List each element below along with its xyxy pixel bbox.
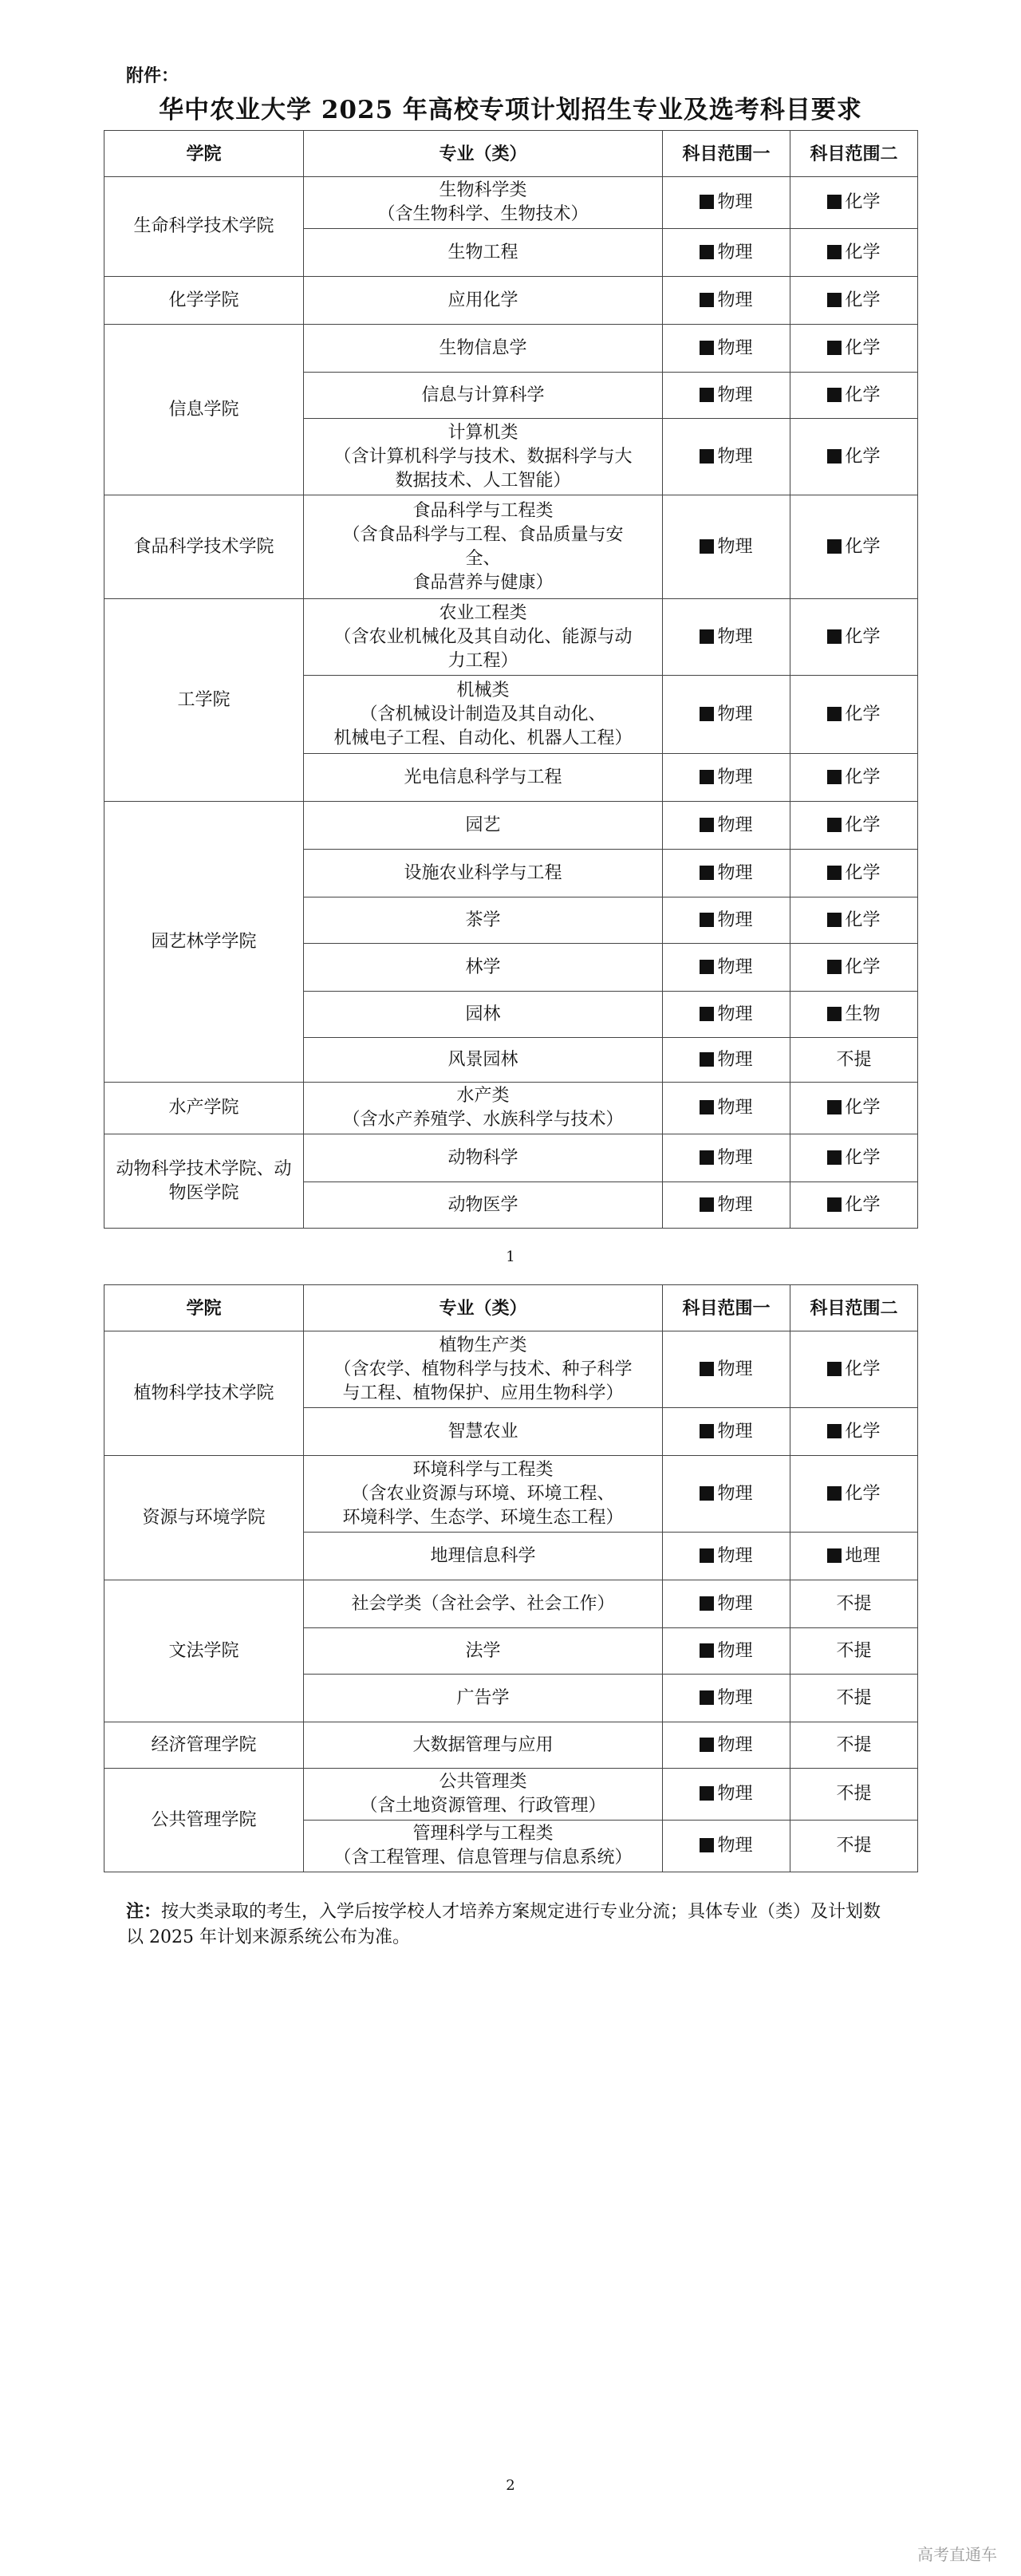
checkbox-filled-icon xyxy=(827,913,842,927)
major-line: 风景园林 xyxy=(447,1049,518,1070)
major-line: 管理科学与工程类 xyxy=(412,1824,554,1844)
checkbox-filled-icon xyxy=(700,1362,714,1376)
major-line: （含土地资源管理、行政管理） xyxy=(360,1796,606,1816)
subject-text: 化学 xyxy=(845,337,881,358)
table-row xyxy=(104,1769,918,1821)
subject-text: 物理 xyxy=(717,536,753,557)
major-cell xyxy=(304,1038,663,1083)
major-line: （含水产养殖学、水族科学与技术） xyxy=(342,1110,624,1130)
range2-cell xyxy=(790,1533,918,1580)
checkbox-filled-icon xyxy=(700,818,714,832)
checkbox-filled-icon xyxy=(827,195,842,209)
footnote-label: 注： xyxy=(126,1901,162,1922)
range2-cell xyxy=(790,944,918,992)
major-line: 生物工程 xyxy=(447,242,518,262)
major-line: 园艺 xyxy=(465,815,501,835)
subject-text: 物理 xyxy=(717,1687,753,1708)
major-cell xyxy=(304,944,663,992)
checkbox-filled-icon xyxy=(827,1150,842,1165)
range2-cell xyxy=(790,277,918,325)
checkbox-filled-icon xyxy=(700,449,714,464)
major-cell xyxy=(304,1408,663,1456)
subject-text: 物理 xyxy=(717,862,753,883)
checkbox-filled-icon xyxy=(700,1150,714,1165)
major-line: 植物生产类 xyxy=(439,1335,527,1355)
page-number-2: 2 xyxy=(506,2477,515,2494)
major-cell xyxy=(304,1769,663,1821)
document-title: 华中农业大学 2025 年高校专项计划招生专业及选考科目要求 xyxy=(159,96,862,124)
range2-cell xyxy=(790,897,918,944)
table-row xyxy=(104,177,918,229)
range1-cell xyxy=(663,495,790,599)
major-line: 全、 xyxy=(465,548,501,569)
major-line: 广告学 xyxy=(456,1687,510,1708)
range1-cell xyxy=(663,419,790,495)
subject-text: 化学 xyxy=(845,1098,881,1118)
checkbox-filled-icon xyxy=(827,1197,842,1212)
major-line: 生物信息学 xyxy=(439,337,527,358)
range2-cell xyxy=(790,1182,918,1229)
range2-cell xyxy=(790,1456,918,1533)
range2-cell xyxy=(790,373,918,419)
major-line: 信息与计算科学 xyxy=(421,385,545,405)
checkbox-filled-icon xyxy=(827,341,842,355)
checkbox-filled-icon xyxy=(700,1690,714,1705)
range1-cell xyxy=(663,1722,790,1769)
subject-text: 化学 xyxy=(845,536,881,557)
subject-text: 物理 xyxy=(717,1483,753,1504)
range2-cell xyxy=(790,850,918,897)
college-cell: 信息学院 xyxy=(104,325,304,495)
attachment-label: 附件： xyxy=(126,65,179,86)
major-cell xyxy=(304,897,663,944)
college-cell: 工学院 xyxy=(104,599,304,802)
subject-text: 化学 xyxy=(845,957,881,977)
range2-cell xyxy=(790,1821,918,1872)
range1-cell xyxy=(663,1408,790,1456)
table-row xyxy=(104,495,918,599)
subject-text: 物理 xyxy=(717,1194,753,1215)
header-major: 专业（类） xyxy=(304,131,663,177)
college-cell: 园艺林学学院 xyxy=(104,802,304,1083)
subject-text: 化学 xyxy=(845,242,881,262)
subject-text: 物理 xyxy=(717,1836,753,1856)
range2-cell xyxy=(790,992,918,1038)
checkbox-filled-icon xyxy=(827,388,842,402)
majors-table-page-2 xyxy=(104,1284,918,1872)
range1-cell xyxy=(663,277,790,325)
range1-cell xyxy=(663,325,790,373)
college-cell: 生命科学技术学院 xyxy=(104,177,304,277)
table-row xyxy=(104,1134,918,1182)
major-cell xyxy=(304,419,663,495)
major-line: 与工程、植物保护、应用生物科学） xyxy=(342,1383,624,1403)
range1-cell xyxy=(663,944,790,992)
subject-text: 物理 xyxy=(717,957,753,977)
college-cell: 水产学院 xyxy=(104,1083,304,1134)
subject-text: 物理 xyxy=(717,192,753,212)
checkbox-filled-icon xyxy=(827,539,842,554)
major-cell xyxy=(304,1722,663,1769)
major-line: 法学 xyxy=(465,1640,501,1661)
subject-text: 物理 xyxy=(717,626,753,647)
major-line: 应用化学 xyxy=(447,290,518,310)
checkbox-filled-icon xyxy=(827,629,842,644)
checkbox-filled-icon xyxy=(827,1007,842,1021)
major-cell xyxy=(304,1821,663,1872)
checkbox-filled-icon xyxy=(827,1100,842,1114)
checkbox-filled-icon xyxy=(700,1052,714,1067)
subject-text: 化学 xyxy=(845,704,881,724)
major-line: 食品科学与工程类 xyxy=(412,500,554,521)
subject-text: 物理 xyxy=(717,1004,753,1024)
subject-text: 化学 xyxy=(845,1147,881,1168)
major-cell xyxy=(304,1675,663,1722)
subject-text: 物理 xyxy=(717,1784,753,1804)
major-cell xyxy=(304,992,663,1038)
checkbox-filled-icon xyxy=(700,1548,714,1563)
major-cell xyxy=(304,1182,663,1229)
major-line: 林学 xyxy=(465,957,501,977)
range1-cell xyxy=(663,850,790,897)
major-line: 机械电子工程、自动化、机器人工程） xyxy=(333,728,633,748)
major-cell xyxy=(304,1134,663,1182)
major-line: （含农业资源与环境、环境工程、 xyxy=(351,1483,615,1504)
major-cell xyxy=(304,325,663,373)
page-number-1: 1 xyxy=(506,1249,515,1265)
majors-table-page-1 xyxy=(104,130,918,1229)
major-line: 设施农业科学与工程 xyxy=(404,862,562,883)
checkbox-filled-icon xyxy=(827,960,842,974)
range1-cell xyxy=(663,373,790,419)
subject-text: 物理 xyxy=(717,1049,753,1070)
checkbox-filled-icon xyxy=(700,195,714,209)
checkbox-filled-icon xyxy=(827,707,842,721)
major-line: 数据技术、人工智能） xyxy=(395,470,571,491)
range2-cell xyxy=(790,1769,918,1821)
subject-text: 化学 xyxy=(845,626,881,647)
table-row xyxy=(104,1331,918,1408)
major-line: 农业工程类 xyxy=(439,602,527,623)
major-line: 动物科学 xyxy=(447,1147,518,1168)
checkbox-filled-icon xyxy=(700,1486,714,1501)
subject-text: 物理 xyxy=(717,290,753,310)
range1-cell xyxy=(663,1083,790,1134)
major-cell xyxy=(304,1628,663,1675)
checkbox-filled-icon xyxy=(827,449,842,464)
checkbox-filled-icon xyxy=(827,1362,842,1376)
major-line: （含农业机械化及其自动化、能源与动 xyxy=(333,626,633,647)
range2-cell xyxy=(790,1134,918,1182)
range1-cell xyxy=(663,1821,790,1872)
major-line: 大数据管理与应用 xyxy=(412,1734,554,1755)
range2-cell xyxy=(790,1628,918,1675)
major-cell xyxy=(304,229,663,277)
header-range2: 科目范围二 xyxy=(790,131,918,177)
checkbox-filled-icon xyxy=(700,293,714,307)
watermark: 高考直通车 xyxy=(917,2545,997,2564)
range1-cell xyxy=(663,1038,790,1083)
header-range2: 科目范围二 xyxy=(790,1285,918,1331)
checkbox-filled-icon xyxy=(700,1838,714,1852)
range1-cell xyxy=(663,1456,790,1533)
checkbox-filled-icon xyxy=(700,245,714,259)
subject-text: 物理 xyxy=(717,446,753,467)
range2-cell xyxy=(790,229,918,277)
subject-text: 物理 xyxy=(717,1734,753,1755)
major-line: （含机械设计制造及其自动化、 xyxy=(360,704,606,724)
major-line: 机械类 xyxy=(456,680,510,700)
subject-text: 不提 xyxy=(836,1734,872,1755)
range1-cell xyxy=(663,1134,790,1182)
subject-text: 化学 xyxy=(845,446,881,467)
range1-cell xyxy=(663,897,790,944)
checkbox-filled-icon xyxy=(827,1548,842,1563)
subject-text: 物理 xyxy=(717,242,753,262)
major-cell xyxy=(304,676,663,754)
subject-text: 不提 xyxy=(836,1049,872,1070)
checkbox-filled-icon xyxy=(700,960,714,974)
checkbox-filled-icon xyxy=(700,1596,714,1611)
subject-text: 化学 xyxy=(845,1421,881,1442)
major-line: 生物科学类 xyxy=(439,180,527,200)
checkbox-filled-icon xyxy=(700,1197,714,1212)
range2-cell xyxy=(790,1675,918,1722)
major-cell xyxy=(304,1533,663,1580)
major-line: 茶学 xyxy=(465,909,501,930)
checkbox-filled-icon xyxy=(700,1100,714,1114)
checkbox-filled-icon xyxy=(700,388,714,402)
checkbox-filled-icon xyxy=(827,866,842,880)
range1-cell xyxy=(663,229,790,277)
subject-text: 物理 xyxy=(717,1359,753,1379)
checkbox-filled-icon xyxy=(827,770,842,784)
range1-cell xyxy=(663,1533,790,1580)
range1-cell xyxy=(663,1769,790,1821)
range1-cell xyxy=(663,1182,790,1229)
major-line: 计算机类 xyxy=(447,422,518,443)
range1-cell xyxy=(663,1580,790,1628)
college-cell: 资源与环境学院 xyxy=(104,1456,304,1580)
major-cell xyxy=(304,802,663,850)
subject-text: 物理 xyxy=(717,909,753,930)
table-row xyxy=(104,1722,918,1769)
table-row xyxy=(104,1456,918,1533)
major-line: 环境科学与工程类 xyxy=(412,1459,554,1480)
subject-text: 化学 xyxy=(845,909,881,930)
table-row xyxy=(104,1580,918,1628)
college-cell: 经济管理学院 xyxy=(104,1722,304,1769)
college-cell: 公共管理学院 xyxy=(104,1769,304,1872)
subject-text: 物理 xyxy=(717,385,753,405)
subject-text: 物理 xyxy=(717,767,753,787)
range2-cell xyxy=(790,676,918,754)
major-line: 动物医学 xyxy=(447,1194,518,1215)
checkbox-filled-icon xyxy=(827,818,842,832)
subject-text: 物理 xyxy=(717,815,753,835)
subject-text: 化学 xyxy=(845,1194,881,1215)
table-row xyxy=(104,325,918,373)
college-cell: 食品科学技术学院 xyxy=(104,495,304,599)
checkbox-filled-icon xyxy=(827,1486,842,1501)
range2-cell xyxy=(790,325,918,373)
subject-text: 化学 xyxy=(845,290,881,310)
checkbox-filled-icon xyxy=(700,1643,714,1658)
checkbox-filled-icon xyxy=(700,913,714,927)
subject-text: 不提 xyxy=(836,1593,872,1614)
subject-text: 化学 xyxy=(845,385,881,405)
footnote xyxy=(126,1899,884,1951)
major-line: （含工程管理、信息管理与信息系统） xyxy=(333,1848,633,1868)
major-line: 地理信息科学 xyxy=(430,1545,536,1566)
subject-text: 物理 xyxy=(717,1098,753,1118)
subject-text: 物理 xyxy=(717,1147,753,1168)
major-line: 水产类 xyxy=(456,1086,510,1106)
subject-text: 化学 xyxy=(845,767,881,787)
checkbox-filled-icon xyxy=(700,539,714,554)
range2-cell xyxy=(790,1083,918,1134)
subject-text: 化学 xyxy=(845,815,881,835)
checkbox-filled-icon xyxy=(700,866,714,880)
major-line: （含生物科学、生物技术） xyxy=(377,204,589,224)
subject-text: 物理 xyxy=(717,1545,753,1566)
range2-cell xyxy=(790,495,918,599)
college-cell: 文法学院 xyxy=(104,1580,304,1722)
checkbox-filled-icon xyxy=(700,629,714,644)
checkbox-filled-icon xyxy=(827,245,842,259)
college-cell: 植物科学技术学院 xyxy=(104,1331,304,1456)
checkbox-filled-icon xyxy=(700,1424,714,1438)
subject-text: 物理 xyxy=(717,1421,753,1442)
major-line: 食品营养与健康） xyxy=(412,572,554,593)
table-row xyxy=(104,277,918,325)
major-line: 力工程） xyxy=(447,650,518,671)
subject-text: 化学 xyxy=(845,192,881,212)
footnote-text: 按大类录取的考生，入学后按学校人才培养方案规定进行专业分流；具体专业（类）及计划数以 2025 年计划来源系统公布为准。 xyxy=(126,1902,881,1947)
major-line: 园林 xyxy=(465,1004,501,1024)
major-line: 社会学类（含社会学、社会工作） xyxy=(351,1593,615,1614)
range2-cell xyxy=(790,1408,918,1456)
major-line: 环境科学、生态学、环境生态工程） xyxy=(342,1507,624,1528)
major-cell xyxy=(304,754,663,802)
header-major: 专业（类） xyxy=(304,1285,663,1331)
checkbox-filled-icon xyxy=(700,770,714,784)
major-cell xyxy=(304,495,663,599)
checkbox-filled-icon xyxy=(700,1007,714,1021)
subject-text: 物理 xyxy=(717,337,753,358)
range1-cell xyxy=(663,177,790,229)
subject-text: 不提 xyxy=(836,1836,872,1856)
checkbox-filled-icon xyxy=(827,1424,842,1438)
subject-text: 化学 xyxy=(845,862,881,883)
range2-cell xyxy=(790,1331,918,1408)
subject-text: 生物 xyxy=(845,1004,881,1024)
major-line: （含食品科学与工程、食品质量与安 xyxy=(342,524,624,545)
range1-cell xyxy=(663,802,790,850)
range1-cell xyxy=(663,1675,790,1722)
subject-text: 化学 xyxy=(845,1483,881,1504)
range1-cell xyxy=(663,1331,790,1408)
range2-cell xyxy=(790,1722,918,1769)
major-cell xyxy=(304,850,663,897)
header-college: 学院 xyxy=(104,1285,304,1331)
college-cell: 化学学院 xyxy=(104,277,304,325)
table-row xyxy=(104,1083,918,1134)
range2-cell xyxy=(790,1038,918,1083)
major-line: 智慧农业 xyxy=(447,1421,518,1442)
subject-text: 不提 xyxy=(836,1784,872,1804)
major-cell xyxy=(304,277,663,325)
checkbox-filled-icon xyxy=(827,293,842,307)
table-row xyxy=(104,802,918,850)
subject-text: 物理 xyxy=(717,704,753,724)
header-college: 学院 xyxy=(104,131,304,177)
range1-cell xyxy=(663,1628,790,1675)
subject-text: 地理 xyxy=(845,1545,881,1566)
checkbox-filled-icon xyxy=(700,1786,714,1801)
range2-cell xyxy=(790,1580,918,1628)
range2-cell xyxy=(790,754,918,802)
major-cell xyxy=(304,1580,663,1628)
range1-cell xyxy=(663,676,790,754)
range2-cell xyxy=(790,419,918,495)
subject-text: 不提 xyxy=(836,1640,872,1661)
checkbox-filled-icon xyxy=(700,707,714,721)
major-cell xyxy=(304,599,663,676)
subject-text: 不提 xyxy=(836,1687,872,1708)
range2-cell xyxy=(790,802,918,850)
header-range1: 科目范围一 xyxy=(663,1285,790,1331)
major-cell xyxy=(304,1083,663,1134)
major-cell xyxy=(304,177,663,229)
range2-cell xyxy=(790,177,918,229)
range1-cell xyxy=(663,754,790,802)
range1-cell xyxy=(663,599,790,676)
major-line: 公共管理类 xyxy=(439,1772,527,1792)
header-range1: 科目范围一 xyxy=(663,131,790,177)
checkbox-filled-icon xyxy=(700,341,714,355)
subject-text: 物理 xyxy=(717,1640,753,1661)
major-line: （含农学、植物科学与技术、种子科学 xyxy=(333,1359,633,1379)
major-line: 光电信息科学与工程 xyxy=(404,767,562,787)
range1-cell xyxy=(663,992,790,1038)
range2-cell xyxy=(790,599,918,676)
major-line: （含计算机科学与技术、数据科学与大 xyxy=(333,446,633,467)
subject-text: 化学 xyxy=(845,1359,881,1379)
subject-text: 物理 xyxy=(717,1593,753,1614)
major-cell xyxy=(304,1331,663,1408)
college-cell: 动物科学技术学院、动物医学院 xyxy=(104,1134,304,1229)
checkbox-filled-icon xyxy=(700,1738,714,1752)
major-cell xyxy=(304,373,663,419)
major-cell xyxy=(304,1456,663,1533)
table-row xyxy=(104,599,918,676)
